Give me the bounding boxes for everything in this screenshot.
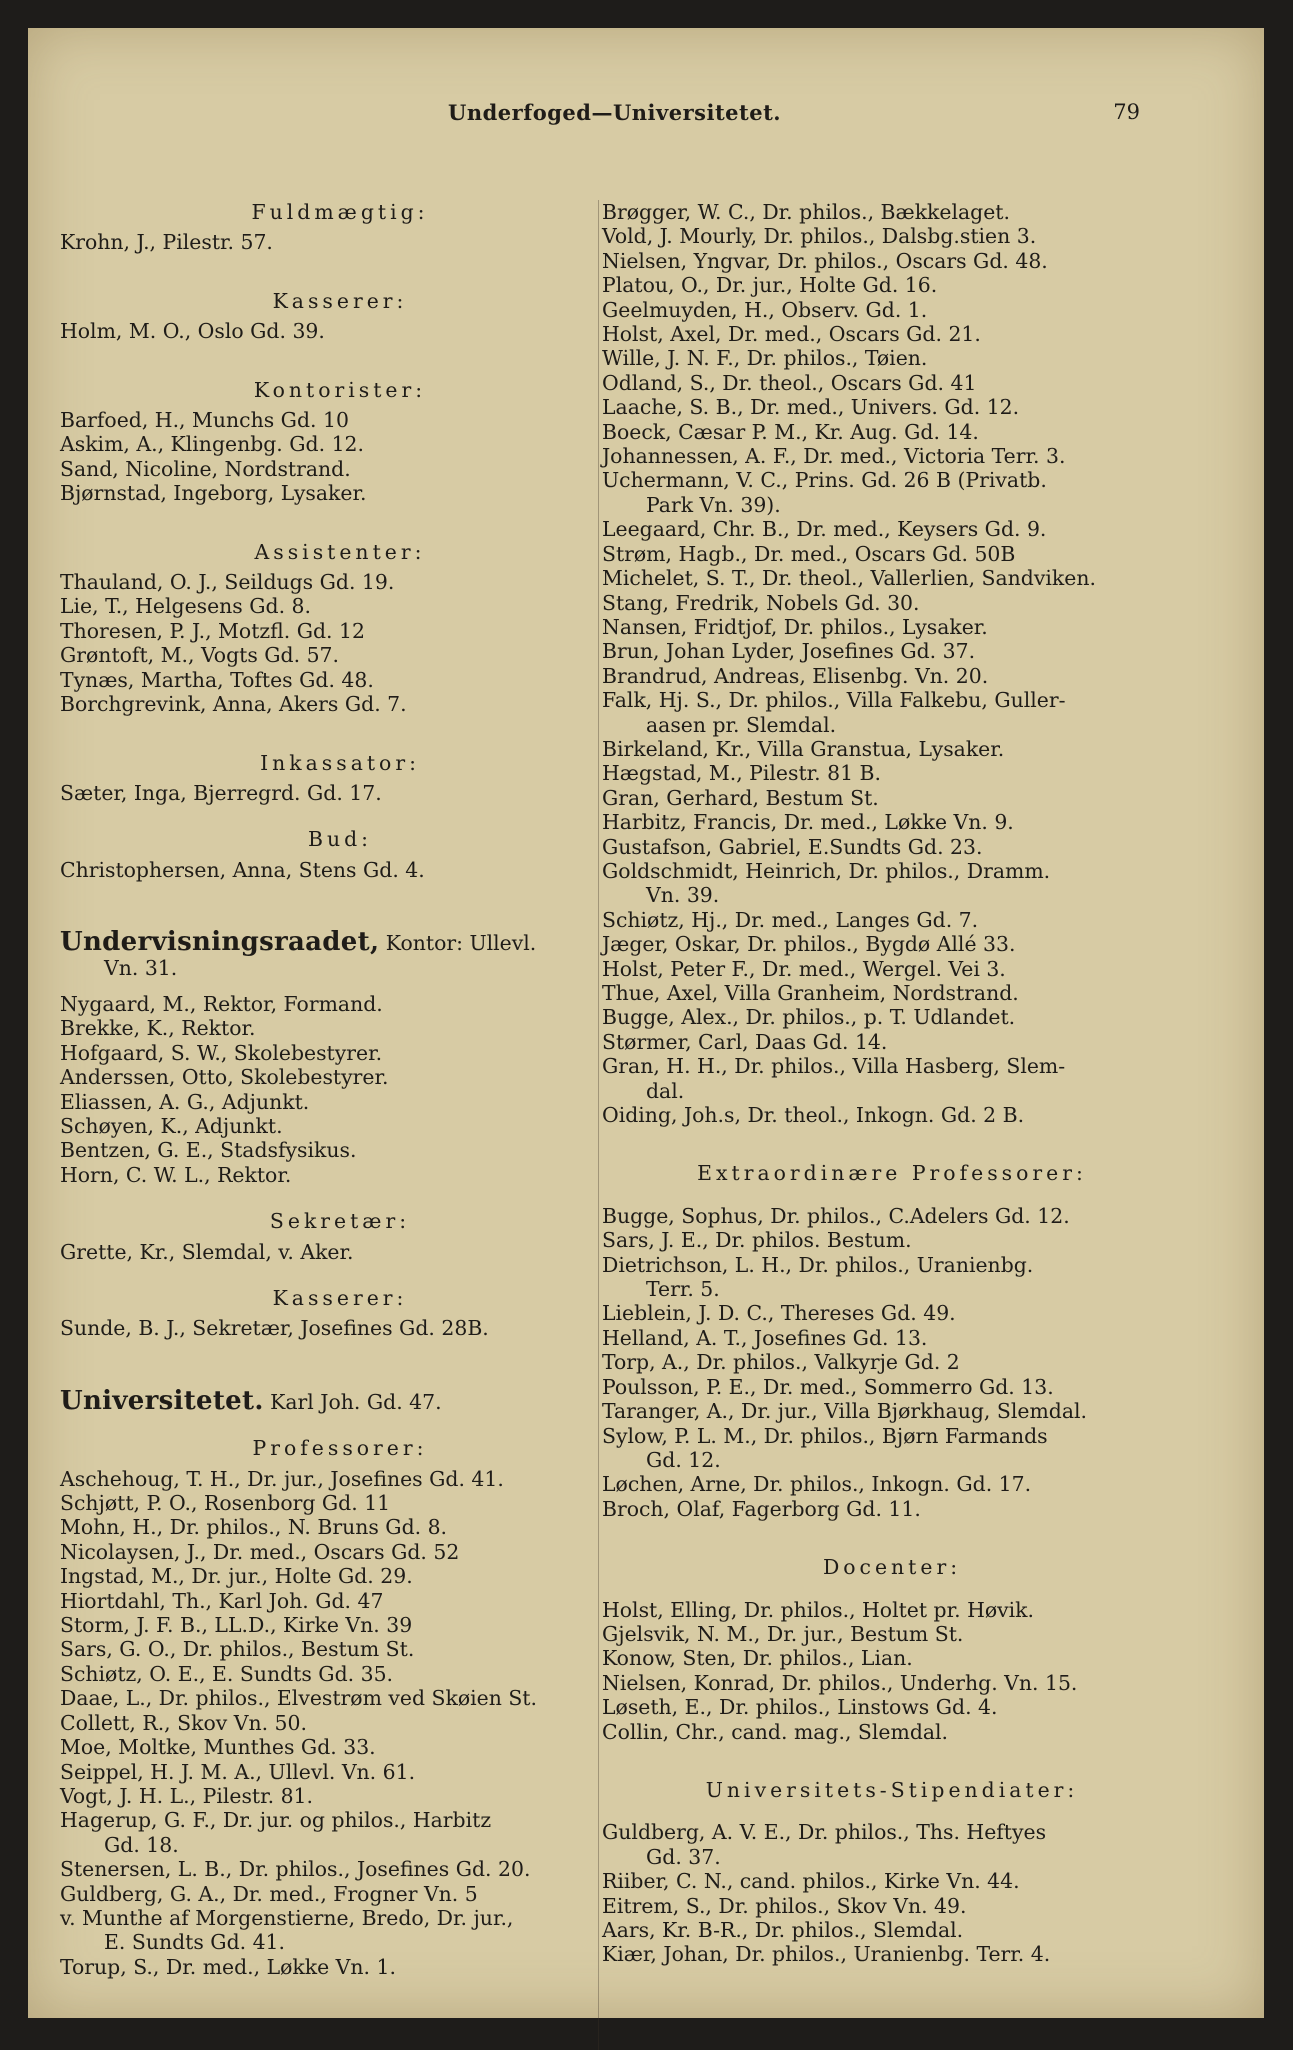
directory-entry: Geelmuyden, H., Observ. Gd. 1. — [602, 297, 928, 322]
directory-entry: Oiding, Joh.s, Dr. theol., Inkogn. Gd. 2 B. — [602, 1103, 1025, 1128]
directory-entry: Krohn, J., Pilestr. 57. — [60, 230, 273, 255]
institution-address: Kontor: Ullevl. — [379, 931, 537, 956]
directory-entry: Anderssen, Otto, Skolebestyrer. — [60, 1065, 389, 1090]
directory-entry: Bentzen, G. E., Stadsfysikus. — [60, 1138, 357, 1163]
institution-name: Undervisningsraadet, — [60, 927, 380, 958]
spacer — [602, 1586, 1182, 1598]
section-heading: Bud: — [307, 827, 373, 852]
directory-entry: Løchen, Arne, Dr. philos., Inkogn. Gd. 17. — [602, 1472, 1032, 1497]
directory-entry: Torp, A., Dr. philos., Valkyrje Gd. 2 — [602, 1350, 960, 1375]
directory-entry: Nansen, Fridtjof, Dr. philos., Lysaker. — [602, 614, 988, 639]
spacer — [60, 506, 620, 530]
section-heading: Kasserer: — [272, 288, 408, 313]
directory-entry: Sars, J. E., Dr. philos. Bestum. — [602, 1228, 912, 1253]
directory-entry: Dietrichson, L. H., Dr. philos., Uranienbg. — [602, 1252, 1034, 1277]
institution-heading — [60, 1385, 620, 1416]
left-column — [60, 200, 620, 1979]
institution-name: Universitetet. — [60, 1385, 264, 1416]
section-heading: Sekretær: — [269, 1209, 411, 1234]
directory-entry: Holst, Elling, Dr. philos., Holtet pr. Høvik. — [602, 1597, 1035, 1622]
directory-entry: Borchgrevink, Anna, Akers Gd. 7. — [60, 692, 407, 717]
directory-entry: Harbitz, Francis, Dr. med., Løkke Vn. 9. — [602, 810, 1014, 835]
directory-entry: Tynæs, Martha, Toftes Gd. 48. — [60, 667, 374, 692]
directory-entry: Seippel, H. J. M. A., Ullevl. Vn. 61. — [60, 1759, 416, 1784]
directory-entry: Horn, C. W. L., Rektor. — [60, 1162, 292, 1187]
directory-entry: Hofgaard, S. W., Skolebestyrer. — [60, 1040, 383, 1065]
directory-entry: Torup, S., Dr. med., Løkke Vn. 1. — [60, 1954, 396, 1979]
spacer — [60, 1414, 620, 1426]
spacer — [602, 1192, 1182, 1204]
spacer — [60, 805, 620, 817]
directory-entry: Bugge, Alex., Dr. philos., p. T. Udlandet. — [602, 1005, 1016, 1030]
page-header — [28, 100, 1264, 140]
directory-entry: Nicolaysen, J., Dr. med., Oscars Gd. 52 — [60, 1539, 460, 1564]
directory-entry: Grette, Kr., Slemdal, v. Aker. — [60, 1239, 354, 1264]
directory-entry: Eitrem, S., Dr. philos., Skov Vn. 49. — [602, 1893, 967, 1918]
running-title: Underfoged—Universitetet. — [448, 100, 782, 125]
institution-address: Karl Joh. Gd. 47. — [263, 1389, 442, 1414]
entry-continuation: aasen pr. Slemdal. — [646, 712, 837, 737]
directory-entry: Uchermann, V. C., Prins. Gd. 26 B (Privatb. — [602, 468, 1047, 493]
directory-entry: Eliassen, A. G., Adjunkt. — [60, 1089, 310, 1114]
directory-entry: Leegaard, Chr. B., Dr. med., Keysers Gd. 9. — [602, 517, 1047, 542]
directory-entry: Sars, G. O., Dr. philos., Bestum St. — [60, 1637, 415, 1662]
directory-entry: Vold, J. Mourly, Dr. philos., Dalsbg.stien 3. — [602, 224, 1037, 249]
section-heading: Extraordinære Professorer: — [697, 1161, 1087, 1186]
directory-entry: Jæger, Oskar, Dr. philos., Bygdø Allé 33. — [602, 932, 1016, 957]
directory-entry: Bjørnstad, Ingeborg, Lysaker. — [60, 481, 367, 506]
directory-entry: Holm, M. O., Oslo Gd. 39. — [60, 319, 325, 344]
directory-entry: Brøgger, W. C., Dr. philos., Bækkelaget. — [602, 200, 1010, 224]
directory-entry: Stang, Fredrik, Nobels Gd. 30. — [602, 590, 920, 615]
directory-entry: Daae, L., Dr. philos., Elvestrøm ved Skøien St. — [60, 1686, 537, 1711]
spacer — [60, 1264, 620, 1276]
directory-entry: Lie, T., Helgesens Gd. 8. — [60, 594, 311, 619]
section-heading: Universitets-Stipendiater: — [705, 1777, 1079, 1802]
directory-entry: Barfoed, H., Munchs Gd. 10 — [60, 408, 349, 433]
spacer — [602, 1808, 1182, 1820]
directory-entry: Brun, Johan Lyder, Josefines Gd. 37. — [602, 639, 976, 664]
directory-entry: Løseth, E., Dr. philos., Linstows Gd. 4. — [602, 1695, 998, 1720]
directory-entry: Ingstad, M., Dr. jur., Holte Gd. 29. — [60, 1564, 413, 1589]
section-heading: Fuldmægtig: — [251, 200, 429, 224]
directory-entry: Michelet, S. T., Dr. theol., Vallerlien, Sandviken. — [602, 566, 1096, 591]
spacer — [60, 882, 620, 906]
entry-continuation: Gd. 12. — [646, 1447, 721, 1472]
entry-continuation: E. Sundts Gd. 41. — [104, 1930, 286, 1955]
directory-entry: Sylow, P. L. M., Dr. philos., Bjørn Farmands — [602, 1423, 1048, 1448]
directory-entry: Laache, S. B., Dr. med., Univers. Gd. 12. — [602, 395, 1020, 420]
entry-continuation: Gd. 37. — [646, 1844, 721, 1869]
entry-continuation: Park Vn. 39). — [646, 492, 781, 517]
directory-entry: Wille, J. N. F., Dr. philos., Tøien. — [602, 346, 928, 371]
section-heading: Professorer: — [252, 1436, 428, 1461]
directory-entry: Storm, J. F. B., LL.D., Kirke Vn. 39 — [60, 1613, 413, 1638]
directory-entry: Stenersen, L. B., Dr. philos., Josefines Gd. 20. — [60, 1857, 531, 1882]
directory-entry: Askim, A., Klingenbg. Gd. 12. — [60, 432, 364, 457]
directory-entry: Hagerup, G. F., Dr. jur. og philos., Harbitz — [60, 1808, 492, 1833]
directory-entry: Sæter, Inga, Bjerregrd. Gd. 17. — [60, 780, 382, 805]
section-heading: Docenter: — [822, 1555, 962, 1580]
directory-entry: Collett, R., Skov Vn. 50. — [60, 1710, 307, 1735]
entry-continuation: Gd. 18. — [104, 1832, 179, 1857]
directory-entry: Hægstad, M., Pilestr. 81 B. — [602, 761, 882, 786]
directory-entry: Nielsen, Yngvar, Dr. philos., Oscars Gd. 48. — [602, 248, 1048, 273]
directory-entry: Falk, Hj. S., Dr. philos., Villa Falkebu, Guller- — [602, 688, 1066, 713]
institution-heading — [60, 927, 620, 958]
directory-entry: Guldberg, G. A., Dr. med., Frogner Vn. 5 — [60, 1881, 478, 1906]
directory-entry: Aars, Kr. B-R., Dr. philos., Slemdal. — [602, 1918, 964, 1942]
directory-entry: Thauland, O. J., Seildugs Gd. 19. — [60, 570, 395, 595]
directory-entry: Sunde, B. J., Sekretær, Josefines Gd. 28B. — [60, 1316, 489, 1341]
directory-entry: Bugge, Sophus, Dr. philos., C.Adelers Gd. 12. — [602, 1203, 1070, 1228]
directory-entry: Aschehoug, T. H., Dr. jur., Josefines Gd. 41. — [60, 1466, 504, 1491]
directory-entry: Birkeland, Kr., Villa Granstua, Lysaker. — [602, 736, 1005, 761]
directory-entry: Odland, S., Dr. theol., Oscars Gd. 41 — [602, 370, 977, 395]
spacer — [60, 980, 620, 992]
directory-entry: Goldschmidt, Heinrich, Dr. philos., Dramm. — [602, 858, 1051, 883]
directory-entry: Gran, H. H., Dr. philos., Villa Hasberg, Slem- — [602, 1054, 1066, 1079]
directory-entry: Riiber, C. N., cand. philos., Kirke Vn. 44. — [602, 1869, 1020, 1894]
directory-entry: Gran, Gerhard, Bestum St. — [602, 785, 879, 810]
directory-entry: Brekke, K., Rektor. — [60, 1016, 256, 1041]
directory-entry: Nielsen, Konrad, Dr. philos., Underhg. Vn. 15. — [602, 1670, 1078, 1695]
entry-continuation: Vn. 39. — [646, 883, 720, 908]
directory-entry: Gustafson, Gabriel, E.Sundts Gd. 23. — [602, 834, 983, 859]
document-page — [28, 28, 1264, 2018]
right-column — [602, 200, 1182, 1967]
spacer — [60, 255, 620, 279]
spacer — [60, 717, 620, 741]
directory-entry: Brandrud, Andreas, Elisenbg. Vn. 20. — [602, 663, 989, 688]
entry-continuation: Vn. 31. — [104, 955, 178, 980]
directory-entry: Schjøtt, P. O., Rosenborg Gd. 11 — [60, 1491, 391, 1516]
directory-entry: Boeck, Cæsar P. M., Kr. Aug. Gd. 14. — [602, 419, 979, 444]
directory-entry: Schiøtz, O. E., E. Sundts Gd. 35. — [60, 1661, 394, 1686]
directory-entry: Konow, Sten, Dr. philos., Lian. — [602, 1646, 913, 1671]
directory-entry: Johannessen, A. F., Dr. med., Victoria Terr. 3. — [602, 444, 1066, 469]
directory-entry: Nygaard, M., Rektor, Formand. — [60, 991, 383, 1016]
section-heading: Kasserer: — [272, 1286, 408, 1310]
directory-entry: Gjelsvik, N. M., Dr. jur., Bestum St. — [602, 1621, 964, 1646]
directory-entry: v. Munthe af Morgenstierne, Bredo, Dr. jur., — [60, 1905, 514, 1930]
section-heading: Assistenter: — [254, 539, 426, 564]
entry-continuation: Terr. 5. — [646, 1277, 720, 1302]
directory-entry: Mohn, H., Dr. philos., N. Bruns Gd. 8. — [60, 1515, 448, 1540]
directory-entry: Broch, Olaf, Fagerborg Gd. 11. — [602, 1496, 921, 1521]
spacer — [602, 1521, 1182, 1545]
directory-entry: Collin, Chr., cand. mag., Slemdal. — [602, 1719, 949, 1744]
directory-entry: Guldberg, A. V. E., Dr. philos., Ths. Heftyes — [602, 1820, 1047, 1845]
directory-entry: Schøyen, K., Adjunkt. — [60, 1113, 283, 1138]
directory-entry: Strøm, Hagb., Dr. med., Oscars Gd. 50B — [602, 541, 1016, 566]
spacer — [60, 1341, 620, 1365]
spacer — [602, 1744, 1182, 1768]
directory-entry: Holst, Peter F., Dr. med., Wergel. Vei 3. — [602, 956, 1006, 981]
directory-entry: Thue, Axel, Villa Granheim, Nordstrand. — [602, 981, 1019, 1005]
page-number: 79 — [1113, 100, 1140, 124]
section-heading: Inkassator: — [260, 750, 420, 775]
directory-entry: Poulsson, P. E., Dr. med., Sommerro Gd. 13. — [602, 1374, 1054, 1399]
section-heading: Kontorister: — [253, 377, 427, 402]
spacer — [60, 1187, 620, 1199]
directory-entry: Størmer, Carl, Daas Gd. 14. — [602, 1029, 888, 1054]
directory-entry: Grøntoft, M., Vogts Gd. 57. — [60, 643, 339, 668]
directory-entry: Helland, A. T., Josefines Gd. 13. — [602, 1325, 928, 1350]
directory-entry: Hiortdahl, Th., Karl Joh. Gd. 47 — [60, 1588, 384, 1613]
spacer — [60, 344, 620, 368]
directory-entry: Sand, Nicoline, Nordstrand. — [60, 456, 351, 481]
directory-entry: Vogt, J. H. L., Pilestr. 81. — [60, 1783, 314, 1808]
directory-entry: Thoresen, P. J., Motzfl. Gd. 12 — [60, 618, 365, 643]
directory-entry: Taranger, A., Dr. jur., Villa Bjørkhaug, Slemdal. — [602, 1399, 1087, 1424]
entry-continuation: dal. — [646, 1078, 685, 1103]
spacer — [602, 1127, 1182, 1151]
directory-entry: Lieblein, J. D. C., Thereses Gd. 49. — [602, 1301, 956, 1326]
directory-entry: Platou, O., Dr. jur., Holte Gd. 16. — [602, 273, 938, 298]
directory-entry: Kiær, Johan, Dr. philos., Uranienbg. Terr. 4. — [602, 1942, 1051, 1967]
directory-entry: Moe, Moltke, Munthes Gd. 33. — [60, 1735, 376, 1760]
directory-entry: Schiøtz, Hj., Dr. med., Langes Gd. 7. — [602, 907, 979, 932]
directory-entry: Christophersen, Anna, Stens Gd. 4. — [60, 857, 425, 882]
directory-entry: Holst, Axel, Dr. med., Oscars Gd. 21. — [602, 322, 981, 347]
